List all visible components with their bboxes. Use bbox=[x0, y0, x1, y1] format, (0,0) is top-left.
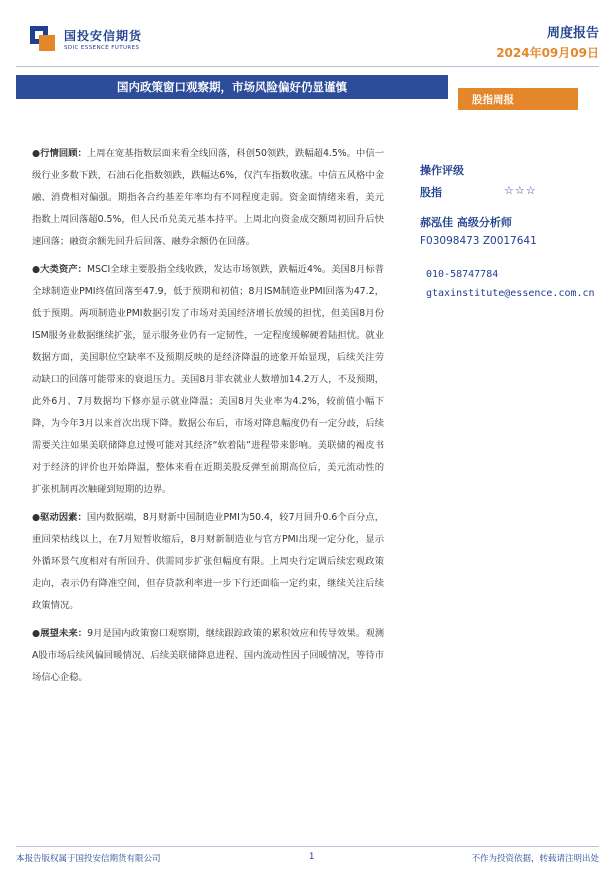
report-title: 国内政策窗口观察期，市场风险偏好仍显谨慎 bbox=[16, 75, 448, 99]
section-tag: 股指周报 bbox=[458, 88, 578, 110]
rating-label: 操作评级 bbox=[420, 164, 464, 177]
footer-divider bbox=[16, 846, 599, 847]
sidebar-info bbox=[420, 162, 595, 299]
footer-disclaimer: 不作为投资依据，转载请注明出处 bbox=[471, 854, 599, 864]
contact-phone: 010-58747784 bbox=[426, 269, 499, 280]
header-divider bbox=[16, 66, 599, 67]
analyst-codes: F03098473 Z0017641 bbox=[420, 235, 537, 247]
paragraph-major-assets bbox=[32, 259, 384, 501]
paragraph-text: MSCI全球主要股指全线收跌，发达市场领跌，跌幅近4%。美国8月标普全球制造业PMI终值回落至47.9，低于预期和初值；8月ISM制造业PMI回落为47.2，低于预期。两项制造业PMI数据引发了市场对美国经济增长放缓的担忧，但美国8月份ISM服务业数据继续扩张，显示服务业仍有一定韧性，一定程度缓解硬着陆担忧。就业数据方面，美国职位空缺率不及预期反映的是经济降温的迹象开始显现，后续关注劳动缺口的回落可能带来的衰退压力。美国8月非农就业人数增加14.2万人，不及预期，此外6月、7月数据均下修亦显示就业降温；美国8月失业率为4.2%，较前值小幅下降，为今年3月以来首次出现下降。数据公布后，市场对降息幅度仍有一定分歧，后续需要关注如果美联储降息过慢可能对其经济“软着陆”进程带来影响。美联储的褐皮书对于经济的评价也开始降温，整体来看在近期美股反弹至前期高位后，美元流动性的扩张机制再次触碰到短期的边界。 bbox=[32, 264, 385, 495]
company-logo bbox=[30, 26, 142, 52]
paragraph-outlook bbox=[32, 623, 384, 689]
report-date: 2024年09月09日 bbox=[496, 46, 599, 60]
page-number: 1 bbox=[309, 852, 315, 862]
footer-copyright: 本报告版权属于国投安信期货有限公司 bbox=[16, 854, 161, 864]
paragraph-lead: ●展望未来： bbox=[32, 628, 88, 639]
paragraph-text: 上周在宽基指数层面来看全线回落，科创50领跌，跌幅超4.5%。中信一级行业多数下跌，石油石化指数领跌，跌幅达6%，仅汽车指数收涨。中信五风格中金融、消费相对偏强。期指各合约基差年率均有不同程度走弱。资金面情绪来看，美元指数上周回落超0.5%，但人民币兑美元基本持平。上周北向资金成交额周初回升后快速回落；融资余额先回升后回落、融券余额仍在回落。 bbox=[32, 148, 384, 247]
rating-stars-icon: ☆☆☆ bbox=[504, 184, 537, 197]
logo-icon bbox=[30, 26, 58, 52]
paragraph-lead: ●行情回顾： bbox=[32, 148, 87, 159]
paragraph-market-review bbox=[32, 143, 384, 253]
rating-row bbox=[420, 184, 595, 200]
analyst-name: 郝泓佳 高级分析师 bbox=[420, 216, 512, 229]
report-body bbox=[32, 143, 384, 695]
rating-category: 股指 bbox=[420, 186, 442, 199]
contact-email[interactable]: gtaxinstitute@essence.com.cn bbox=[426, 288, 595, 299]
logo-en-text: SDIC ESSENCE FUTURES bbox=[64, 45, 140, 51]
paragraph-text: 9月是国内政策窗口观察期，继续跟踪政策的累积效应和传导效果。观测A股市场后续风偏回暖情况、后续美联储降息进程、国内流动性因子回暖情况，等待市场信心企稳。 bbox=[32, 628, 384, 683]
paragraph-lead: ●驱动因素： bbox=[32, 512, 87, 523]
paragraph-lead: ●大类资产： bbox=[32, 264, 88, 275]
paragraph-drivers bbox=[32, 507, 384, 617]
logo-cn-text: 国投安信期货 bbox=[64, 29, 143, 43]
paragraph-text: 国内数据端，8月财新中国制造业PMI为50.4，较7月回升0.6个百分点，重回荣枯线以上，在7月短暂收缩后，8月财新制造业与官方PMI出现一定分化，显示外循环景气度相对有所回升、供需同步扩张但幅度有限。上周央行定调后续宏观政策走向，表示仍有降准空间，但存贷款利率进一步下行还面临一定约束，继续关注后续政策情况。 bbox=[32, 512, 384, 611]
report-type: 周度报告 bbox=[546, 26, 599, 41]
